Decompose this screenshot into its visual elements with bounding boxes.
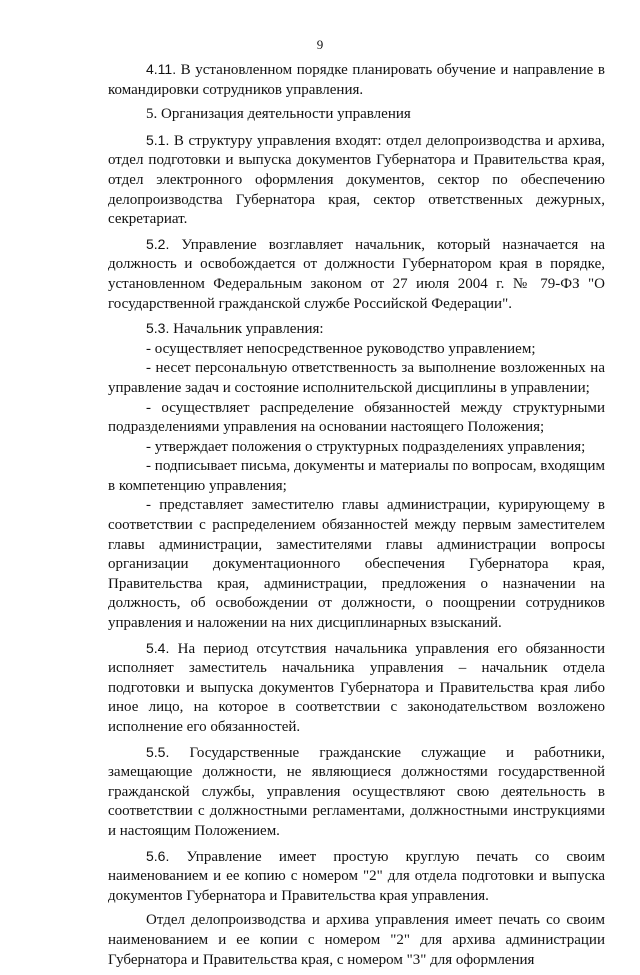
clause-number: 4.11. [146,61,177,77]
paragraph-5-5 [108,743,605,842]
list-item: - несет персональную ответственность за выполнение возложенных на управление задач и состояние исполнительской дисциплины в управлении; [108,360,605,396]
list-item: - осуществляет распределение обязанностей между структурными подразделениями управления на основании настоящего Положения; [108,399,605,436]
clause-number: 5.3. [146,320,170,337]
clause-number: 5.6. [146,847,170,864]
paragraph-text: Начальник управления: [169,321,324,338]
paragraph-4-11 [108,60,605,100]
list-item: - представляет заместителю главы администрации, курирующему в соответствии с распределением обязанностей между первым заместителем главы администрации, заместителями главы администрации вопросы организации документационного обеспечения Губернатора края, Правительства края, администрации, предложения о назначении на должность, об освобождении от должности, о поощрении сотрудников управления и наложении на них дисциплинарных взысканий. [108,497,605,632]
section-heading: 5. Организация деятельности управления [146,106,411,123]
paragraph-5-1 [108,131,605,230]
clause-number: 5.4. [146,639,170,656]
clause-number: 5.2. [146,235,170,252]
paragraph-text: На период отсутствия начальника управления его обязанности исполняет заместитель начальника управления – начальник отдела подготовки и выпуска документов Губернатора и Правительства края либо иное лицо, на которое в соответствии с законодательством возложено исполнение его обязанностей. [108,640,605,735]
paragraph-text: В структуру управления входят: отдел делопроизводства и архива, отдел подготовки и выпуска документов Губернатора и Правительства края, отдел электронного оформления документов, сектор по обеспечению делопроизводства Губернатора края, сектор ответственных дежурных, секретариат. [108,132,605,228]
list-item: - подписывает письма, документы и материалы по вопросам, входящим в компетенцию управления; [108,458,605,494]
paragraph-5-2 [108,235,605,314]
list-item: - осуществляет непосредственное руководство управлением; [146,340,536,357]
paragraph-5-6 [108,847,605,907]
list-item: - утверждает положения о структурных подразделениях управления; [146,438,586,455]
document-body [108,60,605,975]
paragraph-5-4 [108,639,605,738]
clause-number: 5.1. [146,131,170,148]
paragraph-text: В установленном порядке планировать обучение и направление в командировки сотрудников управления. [108,62,605,98]
paragraph-5-3 [108,319,605,340]
clause-number: 5.5. [146,743,170,760]
paragraph-text: Управление имеет простую круглую печать со своим наименованием и ее копию с номером "2" для отдела подготовки и выпуска документов Губернатора и Правительства края управления. [108,848,605,904]
paragraph-archive-seal: Отдел делопроизводства и архива управления имеет печать со своим наименованием и ее копии с номером "2" для архива администрации Губернатора и Правительства края, с номером "3" для оформления [108,912,605,968]
page-number: 9 [316,37,324,52]
paragraph-text: Государственные гражданские служащие и работники, замещающие должности, не являющиеся должностями государственной гражданской службы, управления осуществляют свою деятельность в соответствии с должностными регламентами, должностными инструкциями и настоящим Положением. [108,744,605,839]
paragraph-text: Управление возглавляет начальник, который назначается на должность и освобождается от должности Губернатором края в порядке, установленном Федеральным законом от 27 июля 2004 г. № 79-ФЗ "О государственной гражданской службе Российской Федерации". [108,236,605,312]
